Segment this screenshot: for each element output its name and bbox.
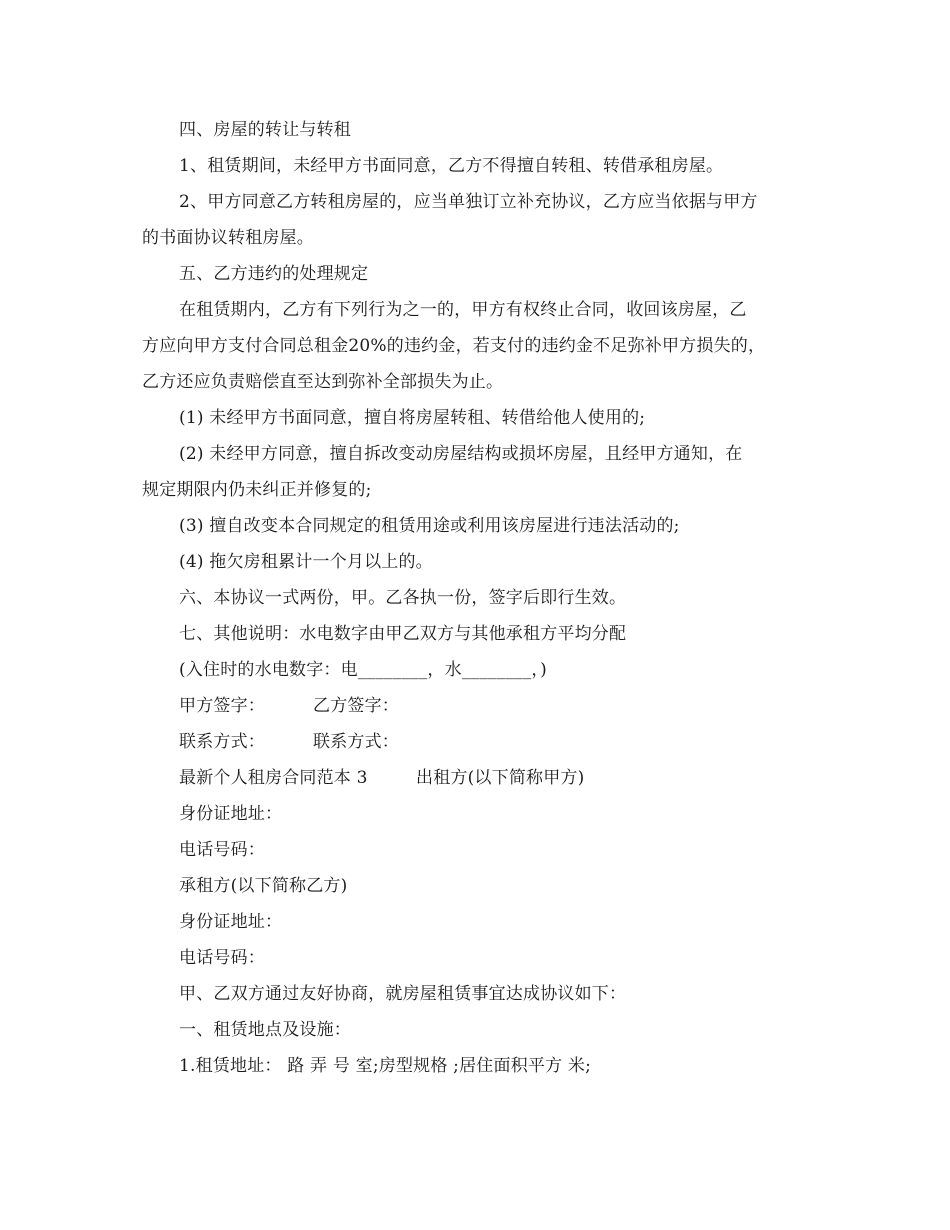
rental-address-line: 1.租赁地址： 路 弄 号 室;房型规格 ;居住面积平方 米;	[179, 1056, 592, 1076]
paragraph-line: 的书面协议转租房屋。	[142, 228, 314, 248]
lessee-label: 承租方(以下简称乙方)	[179, 876, 348, 896]
section-heading-copies: 六、本协议一式两份，甲。乙各执一份，签字后即行生效。	[179, 588, 627, 608]
contact-row	[142, 724, 810, 760]
phone-label: 电话号码：	[179, 948, 265, 968]
party-a-signature-label: 甲方签字：	[179, 696, 265, 716]
id-address-label: 身份证地址：	[179, 804, 283, 824]
section-heading-location: 一、租赁地点及设施：	[179, 1020, 351, 1040]
paragraph-line: 在租赁期内，乙方有下列行为之一的，甲方有权终止合同，收回该房屋，乙	[179, 300, 747, 320]
next-contract-heading-row	[142, 760, 810, 796]
paragraph-line: 乙方还应负责赔偿直至达到弥补全部损失为止。	[142, 372, 504, 392]
meter-readings-line: (入住时的水电数字：电________，水________，)	[179, 660, 547, 680]
list-item: (4) 拖欠房租累计一个月以上的。	[179, 552, 433, 572]
agreement-intro: 甲、乙双方通过友好协商，就房屋租赁事宜达成协议如下：	[179, 984, 627, 1004]
id-address-label: 身份证地址：	[179, 912, 283, 932]
party-a-contact-label: 联系方式：	[179, 732, 265, 752]
section-heading-breach: 五、乙方违约的处理规定	[179, 264, 369, 284]
phone-label: 电话号码：	[179, 840, 265, 860]
paragraph-line: 方应向甲方支付合同总租金20%的违约金，若支付的违约金不足弥补甲方损失的，	[142, 336, 766, 356]
lessor-label: 出租方(以下简称甲方)	[416, 768, 585, 788]
list-item: (3) 擅自改变本合同规定的租赁用途或利用该房屋进行违法活动的;	[179, 516, 680, 536]
document-body	[142, 112, 810, 1084]
party-b-contact-label: 联系方式：	[313, 732, 399, 752]
paragraph-line: 规定期限内仍未纠正并修复的;	[142, 480, 372, 500]
section-heading-transfer: 四、房屋的转让与转租	[179, 120, 351, 140]
paragraph-line: 2、甲方同意乙方转租房屋的，应当单独订立补充协议，乙方应当依据与甲方	[179, 192, 758, 212]
signature-row	[142, 688, 810, 724]
list-item: (2) 未经甲方同意，擅自拆改变动房屋结构或损坏房屋，且经甲方通知，在	[179, 444, 743, 464]
next-contract-title: 最新个人租房合同范本 3	[179, 768, 368, 788]
section-heading-other: 七、其他说明：水电数字由甲乙双方与其他承租方平均分配	[179, 624, 627, 644]
paragraph-line: 1、租赁期间，未经甲方书面同意，乙方不得擅自转租、转借承租房屋。	[179, 156, 724, 176]
list-item: (1) 未经甲方书面同意，擅自将房屋转租、转借给他人使用的;	[179, 408, 646, 428]
party-b-signature-label: 乙方签字：	[313, 696, 399, 716]
